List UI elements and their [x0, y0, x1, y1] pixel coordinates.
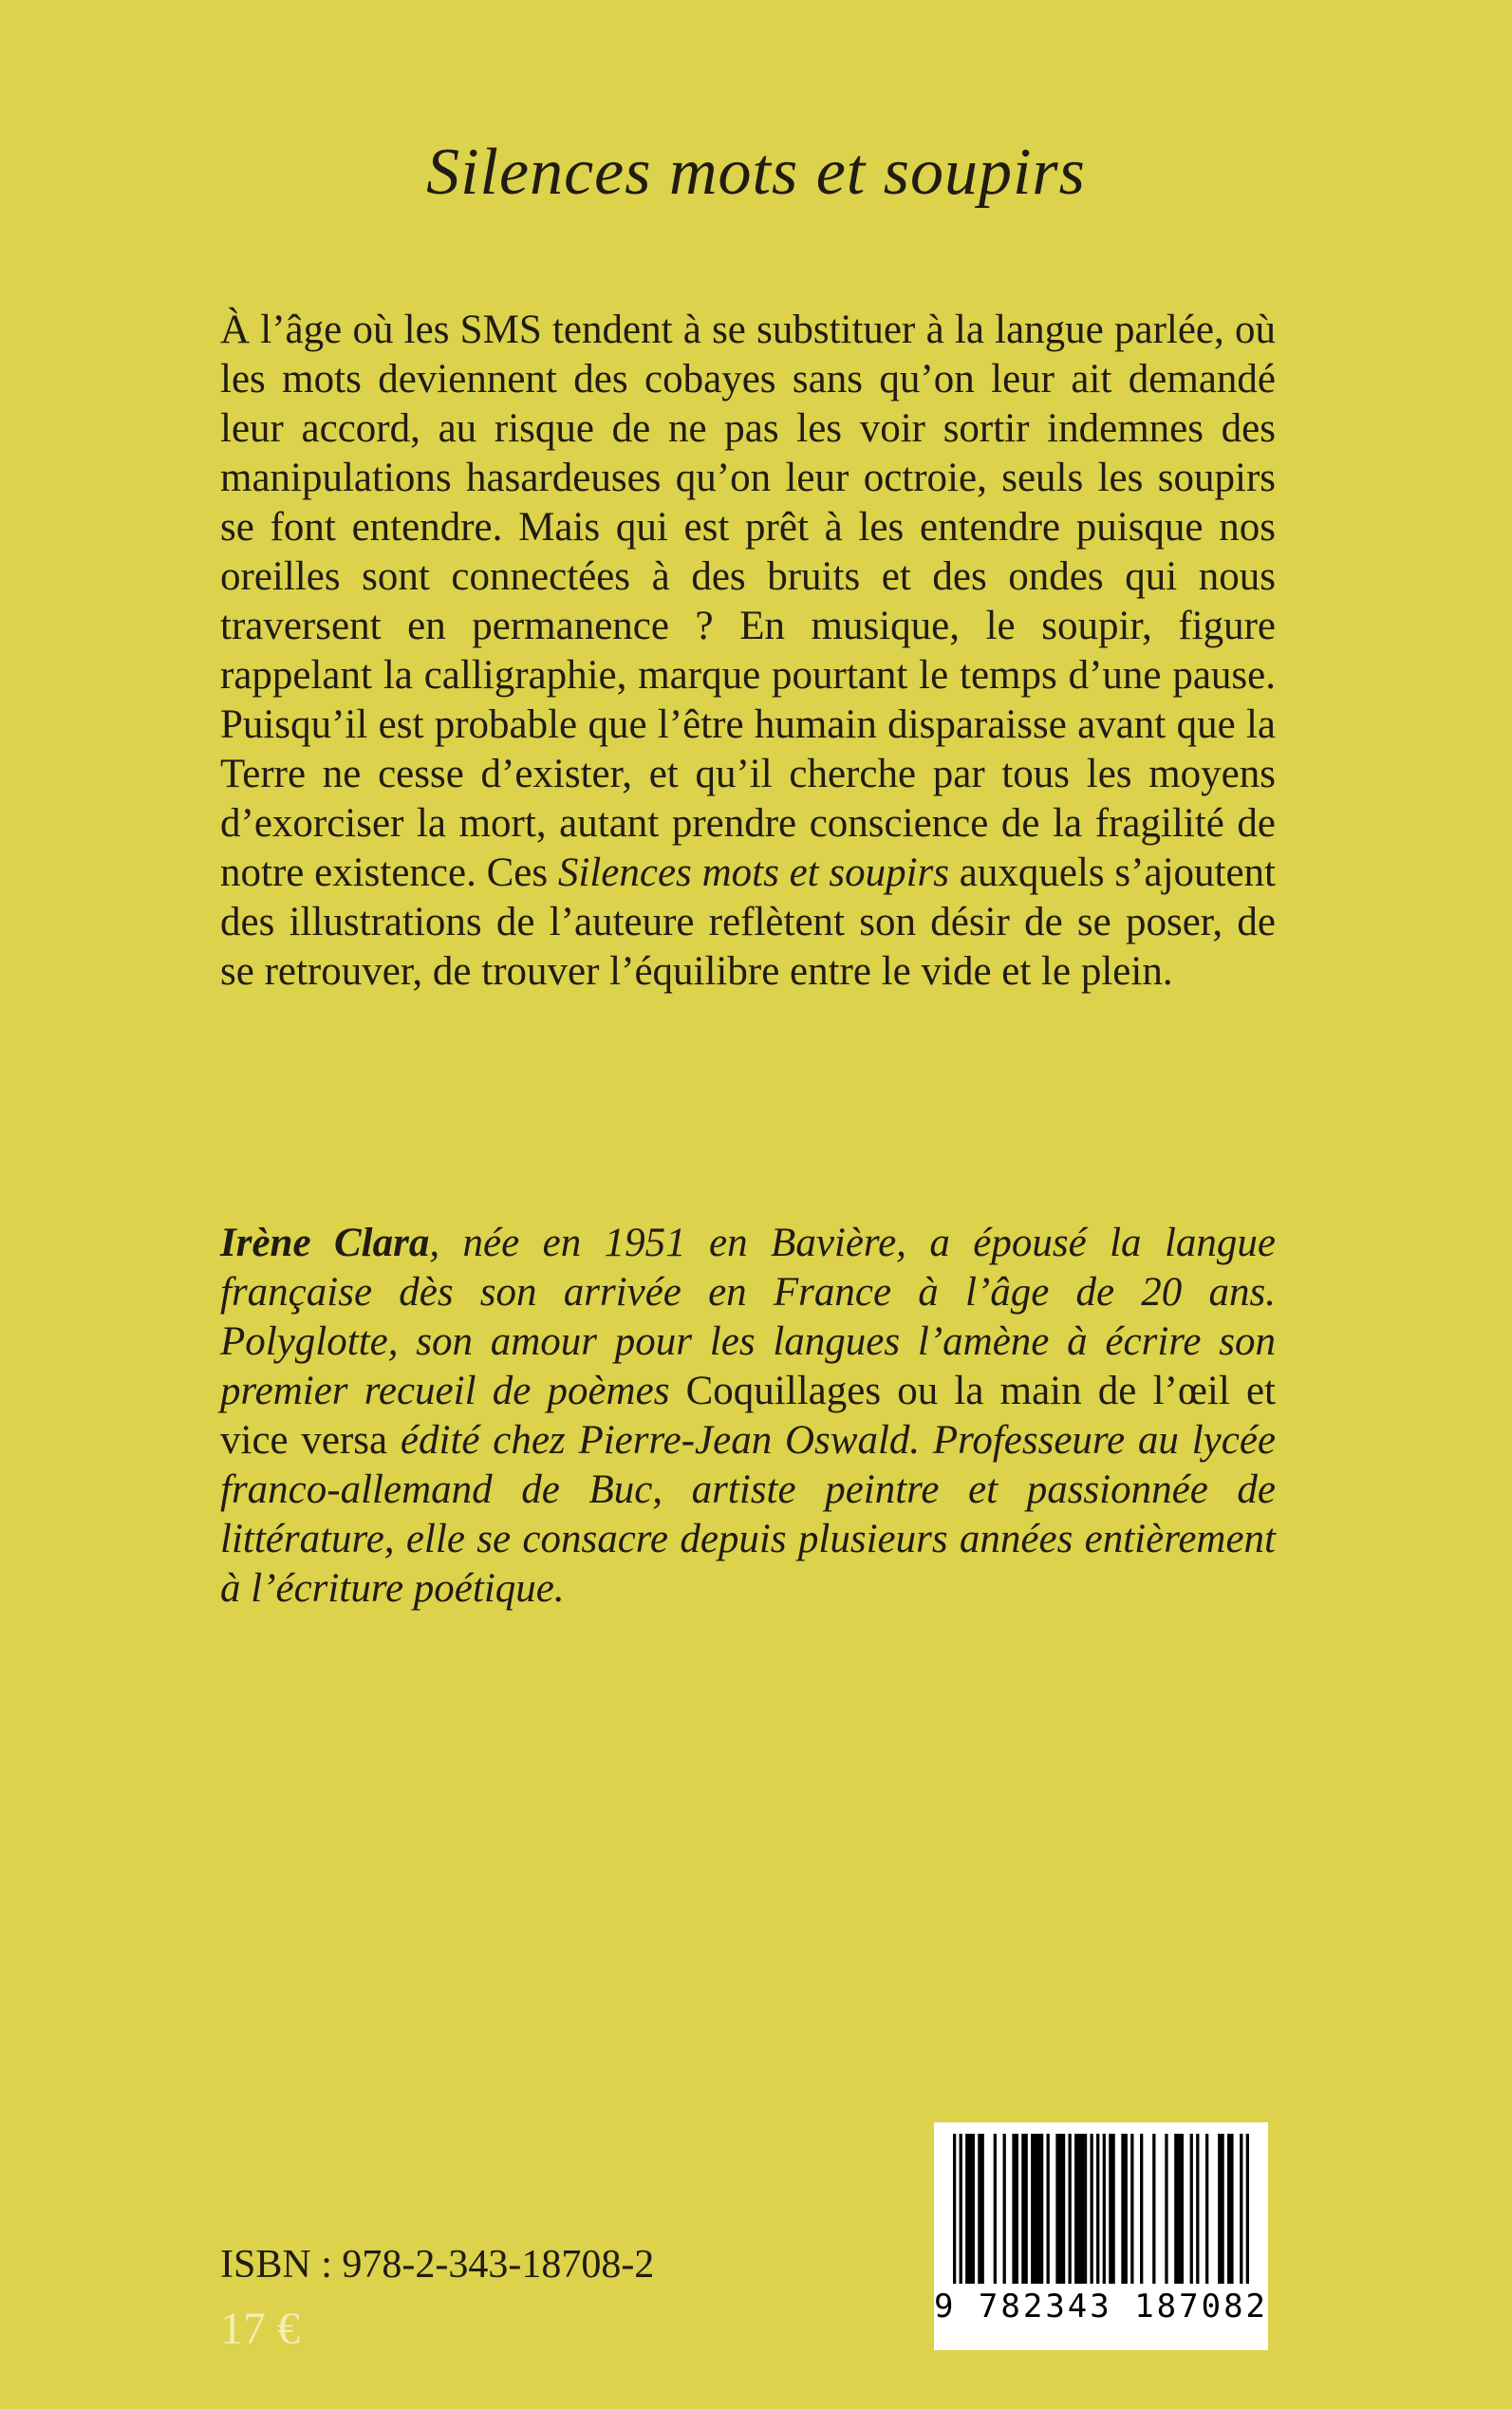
synopsis-paragraph [220, 306, 1276, 997]
book-title: Silences mots et soupirs [426, 136, 1086, 209]
barcode [934, 2122, 1268, 2350]
text-segment: À l’âge où les SMS tendent à se substituer à la langue parlée, où les mots deviennent des cobayes sans qu’on leur ait demandé leur accord, au risque de ne pas les voir sortir indemnes des manipulations hasardeuses qu’on leur octroie, seuls les soupirs se font entendre. Mais qui est prêt à les entendre puisque nos oreilles sont connectées à des bruits et des ondes qui nous traversent en permanence ? En musique, le soupir, figure rappelant la calligraphie, marque pourtant le temps d’une pause. Puisqu’il est probable que l’être humain disparaisse avant que la Terre ne cesse d’exister, et qu’il cherche par tous les moyens d’exorciser la mort, autant prendre conscience de la fragilité de notre existence. Ces [220, 308, 1276, 895]
text-segment: , née en 1951 en Bavière, a épousé la langue française dès son arrivée en France à l’âge de 20 ans. Polyglotte, son amour pour les langues l’amène à écrire son premier recueil de poèmes [220, 1221, 1276, 1413]
barcode-bars [953, 2134, 1249, 2284]
isbn-text: ISBN : 978-2-343-18708-2 [220, 2243, 655, 2287]
text-segment: Silences mots et soupirs [557, 850, 950, 895]
text-segment: auxquels s’ajoutent des illustrations de l’auteure reflètent son désir de se poser, de se retrouver, de trouver l’équilibre entre le vide et le plein. [220, 850, 1276, 994]
text-segment: édité chez Pierre-Jean Oswald. Professeure au lycée franco-allemand de Buc, artiste peintre et passionnée de littérature, elle se consacre depuis plusieurs années entièrement à l’écriture poétique. [220, 1418, 1276, 1611]
author-bio-paragraph [220, 1219, 1276, 1614]
barcode-number: 9 782343 187082 [933, 2288, 1269, 2325]
text-segment: Coquillages ou la main de l’œil et vice versa [220, 1369, 1276, 1463]
price-text: 17 € [220, 2304, 300, 2354]
text-segment: Irène Clara [220, 1221, 430, 1265]
